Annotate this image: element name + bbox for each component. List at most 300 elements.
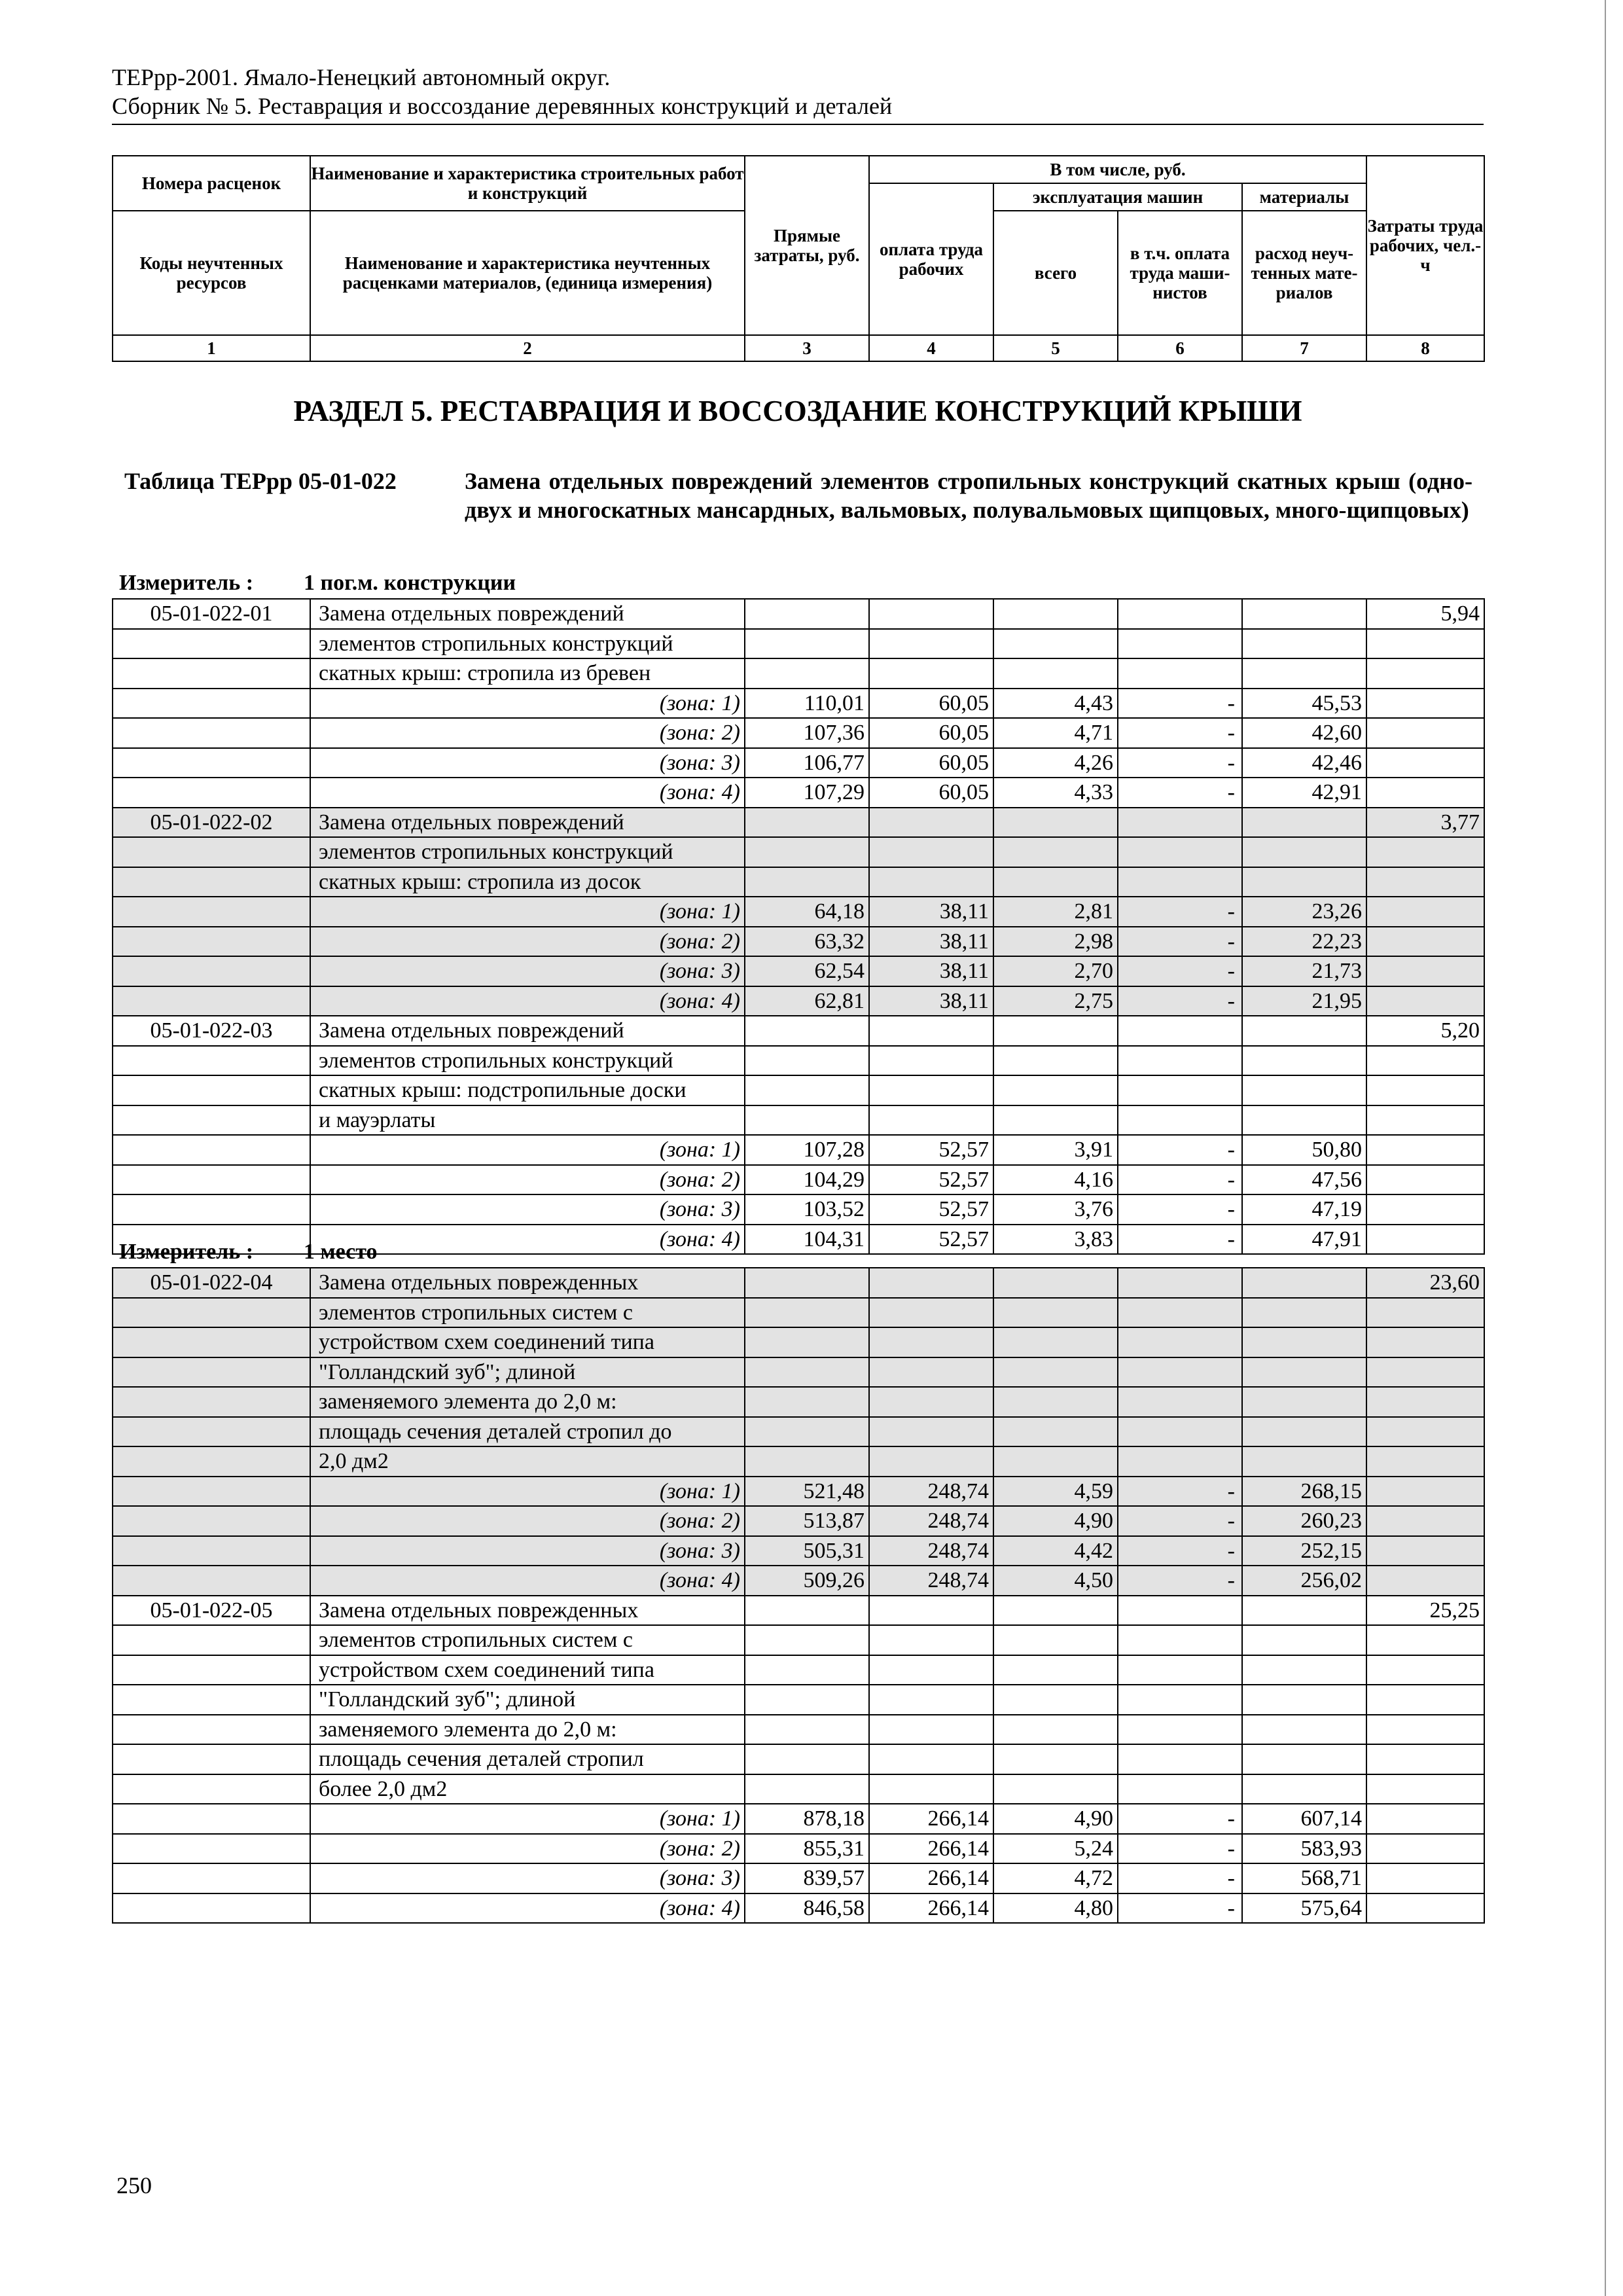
materials-cost: 42,60	[1242, 718, 1366, 748]
empty-cell	[1118, 1744, 1242, 1774]
table-title: Замена отдельных повреждений элементов стропильных конструкций скатных крыш (одно-двух и многоскатных мансардных, вальмовых, полувальмовых щипцовых, много-щипцовых)	[465, 468, 1472, 523]
empty-cell	[745, 1625, 869, 1655]
empty-cell	[1118, 1685, 1242, 1715]
rate-row	[113, 1298, 1484, 1328]
rate-description: элементов стропильных конструкций	[310, 629, 745, 659]
header-worker-pay: оплата труда рабочих	[869, 183, 993, 335]
materials-cost: 568,71	[1242, 1863, 1366, 1893]
labor-cost	[1366, 1863, 1484, 1893]
rate-code	[113, 689, 310, 719]
empty-cell	[1242, 1715, 1366, 1745]
rates-table-place	[112, 1267, 1485, 1924]
rate-code: 05-01-022-03	[113, 1016, 310, 1046]
materials-cost: 268,15	[1242, 1477, 1366, 1507]
empty-cell	[1118, 1655, 1242, 1685]
empty-cell	[1242, 1655, 1366, 1685]
column-number: 7	[1242, 335, 1366, 361]
empty-cell	[1242, 1744, 1366, 1774]
empty-cell	[869, 1357, 993, 1388]
empty-cell	[993, 1715, 1118, 1745]
rate-row	[113, 808, 1484, 838]
rate-row	[113, 1685, 1484, 1715]
empty-cell	[745, 837, 869, 867]
machinist-pay: -	[1118, 927, 1242, 957]
materials-cost: 42,46	[1242, 748, 1366, 778]
column-number: 5	[993, 335, 1118, 361]
machines-total: 4,59	[993, 1477, 1118, 1507]
meter-line	[119, 569, 516, 597]
direct-costs: 839,57	[745, 1863, 869, 1893]
empty-cell	[745, 808, 869, 838]
empty-cell	[1242, 1685, 1366, 1715]
zone-row	[113, 1165, 1484, 1195]
machinist-pay: -	[1118, 1506, 1242, 1536]
labor-cost	[1366, 1655, 1484, 1685]
empty-cell	[1242, 1046, 1366, 1076]
machinist-pay: -	[1118, 1566, 1242, 1596]
page-number: 250	[116, 2172, 152, 2198]
machinist-pay: -	[1118, 897, 1242, 927]
header-machines-total: всего	[993, 211, 1118, 335]
machines-total: 4,90	[993, 1506, 1118, 1536]
direct-costs: 505,31	[745, 1536, 869, 1566]
empty-cell	[745, 1744, 869, 1774]
empty-cell	[1242, 599, 1366, 629]
materials-cost: 575,64	[1242, 1893, 1366, 1924]
header-machine-operation: эксплуатация машин	[993, 183, 1242, 211]
meter-label: Измеритель :	[119, 1240, 254, 1264]
machines-total: 3,83	[993, 1225, 1118, 1255]
rate-row	[113, 1046, 1484, 1076]
direct-costs: 63,32	[745, 927, 869, 957]
empty-cell	[993, 1298, 1118, 1328]
rate-row	[113, 629, 1484, 659]
empty-cell	[869, 1625, 993, 1655]
rate-description: Замена отдельных повреждений	[310, 808, 745, 838]
zone-label: (зона: 3)	[310, 748, 745, 778]
labor-cost	[1366, 689, 1484, 719]
rate-row	[113, 1417, 1484, 1447]
worker-pay: 38,11	[869, 956, 993, 986]
worker-pay: 52,57	[869, 1225, 993, 1255]
worker-pay: 266,14	[869, 1893, 993, 1924]
rate-row	[113, 1596, 1484, 1626]
zone-row	[113, 1566, 1484, 1596]
rate-code	[113, 1655, 310, 1685]
empty-cell	[869, 1046, 993, 1076]
materials-cost: 21,73	[1242, 956, 1366, 986]
direct-costs: 846,58	[745, 1893, 869, 1924]
empty-cell	[869, 1744, 993, 1774]
empty-cell	[1242, 1417, 1366, 1447]
empty-cell	[745, 1075, 869, 1105]
rate-description: площадь сечения деталей стропил	[310, 1744, 745, 1774]
materials-cost: 50,80	[1242, 1135, 1366, 1165]
header-resource-codes: Коды неучтенных ресурсов	[113, 211, 310, 335]
empty-cell	[1242, 1387, 1366, 1417]
labor-cost	[1366, 867, 1484, 897]
rates-table-linear-meter	[112, 598, 1485, 1255]
labor-cost	[1366, 1625, 1484, 1655]
empty-cell	[1118, 1105, 1242, 1136]
machinist-pay: -	[1118, 1225, 1242, 1255]
empty-cell	[869, 1774, 993, 1804]
labor-cost	[1366, 1774, 1484, 1804]
header-including: В том числе, руб.	[869, 156, 1366, 183]
running-header-collection: Сборник № 5. Реставрация и воссоздание деревянных конструкций и деталей	[112, 93, 893, 119]
running-header-title: ТЕРрр-2001. Ямало-Ненецкий автономный округ.	[112, 64, 611, 90]
rate-code	[113, 1715, 310, 1745]
empty-cell	[1118, 1298, 1242, 1328]
empty-cell	[1118, 1357, 1242, 1388]
column-number: 6	[1118, 335, 1242, 361]
materials-cost: 583,93	[1242, 1834, 1366, 1864]
zone-row	[113, 1506, 1484, 1536]
worker-pay: 60,05	[869, 748, 993, 778]
direct-costs: 855,31	[745, 1834, 869, 1864]
empty-cell	[1242, 1774, 1366, 1804]
rate-code	[113, 1075, 310, 1105]
worker-pay: 248,74	[869, 1477, 993, 1507]
worker-pay: 38,11	[869, 927, 993, 957]
zone-row	[113, 1477, 1484, 1507]
empty-cell	[993, 867, 1118, 897]
empty-cell	[869, 1596, 993, 1626]
empty-cell	[993, 1046, 1118, 1076]
rate-description: и мауэрлаты	[310, 1105, 745, 1136]
empty-cell	[1242, 1298, 1366, 1328]
materials-cost: 260,23	[1242, 1506, 1366, 1536]
machines-total: 4,80	[993, 1893, 1118, 1924]
labor-cost	[1366, 1417, 1484, 1447]
empty-cell	[1118, 1075, 1242, 1105]
empty-cell	[993, 1446, 1118, 1477]
empty-cell	[993, 1685, 1118, 1715]
empty-cell	[1118, 1046, 1242, 1076]
rate-code	[113, 956, 310, 986]
labor-cost	[1366, 1893, 1484, 1924]
worker-pay: 60,05	[869, 778, 993, 808]
labor-cost	[1366, 1387, 1484, 1417]
empty-cell	[1242, 629, 1366, 659]
rate-code	[113, 1477, 310, 1507]
column-number: 1	[113, 335, 310, 361]
rate-code	[113, 1387, 310, 1417]
machines-total: 4,72	[993, 1863, 1118, 1893]
labor-cost	[1366, 1046, 1484, 1076]
rate-description: элементов стропильных конструкций	[310, 1046, 745, 1076]
machines-total: 4,90	[993, 1804, 1118, 1834]
materials-cost: 252,15	[1242, 1536, 1366, 1566]
rate-row	[113, 1268, 1484, 1298]
labor-cost: 3,77	[1366, 808, 1484, 838]
empty-cell	[745, 1298, 869, 1328]
empty-cell	[993, 629, 1118, 659]
rate-code	[113, 1194, 310, 1225]
zone-row	[113, 1834, 1484, 1864]
rate-row	[113, 1357, 1484, 1388]
empty-cell	[745, 1774, 869, 1804]
rate-description: скатных крыш: подстропильные доски	[310, 1075, 745, 1105]
rate-code	[113, 1105, 310, 1136]
direct-costs: 521,48	[745, 1477, 869, 1507]
machinist-pay: -	[1118, 1165, 1242, 1195]
rate-row	[113, 1016, 1484, 1046]
empty-cell	[993, 658, 1118, 689]
zone-label: (зона: 4)	[310, 986, 745, 1016]
zone-row	[113, 1536, 1484, 1566]
zone-row	[113, 1135, 1484, 1165]
labor-cost	[1366, 1194, 1484, 1225]
empty-cell	[1118, 1016, 1242, 1046]
zone-row	[113, 897, 1484, 927]
machines-total: 2,70	[993, 956, 1118, 986]
header-unaccounted-materials: Наименование и характеристика неучтенных расценками материалов, (единица измерения)	[310, 211, 745, 335]
empty-cell	[993, 1075, 1118, 1105]
labor-cost	[1366, 1075, 1484, 1105]
empty-cell	[745, 1387, 869, 1417]
empty-cell	[1242, 1268, 1366, 1298]
empty-cell	[745, 1268, 869, 1298]
labor-cost	[1366, 1225, 1484, 1255]
empty-cell	[745, 1596, 869, 1626]
zone-row	[113, 1194, 1484, 1225]
empty-cell	[869, 1387, 993, 1417]
rate-code: 05-01-022-02	[113, 808, 310, 838]
zone-label: (зона: 1)	[310, 1477, 745, 1507]
rate-code	[113, 1506, 310, 1536]
empty-cell	[745, 599, 869, 629]
rate-code	[113, 658, 310, 689]
labor-cost	[1366, 1165, 1484, 1195]
empty-cell	[745, 1655, 869, 1685]
direct-costs: 107,28	[745, 1135, 869, 1165]
machines-total: 4,26	[993, 748, 1118, 778]
machines-total: 4,42	[993, 1536, 1118, 1566]
rate-code	[113, 748, 310, 778]
empty-cell	[993, 599, 1118, 629]
machinist-pay: -	[1118, 1804, 1242, 1834]
rate-row	[113, 1105, 1484, 1136]
empty-cell	[1118, 1268, 1242, 1298]
empty-cell	[869, 837, 993, 867]
rate-row	[113, 1625, 1484, 1655]
rate-code	[113, 1834, 310, 1864]
labor-cost	[1366, 1298, 1484, 1328]
rate-row	[113, 599, 1484, 629]
machines-total: 2,98	[993, 927, 1118, 957]
labor-cost	[1366, 1804, 1484, 1834]
empty-cell	[1242, 1327, 1366, 1357]
meter-line	[119, 1238, 378, 1266]
column-number: 3	[745, 335, 869, 361]
rate-code: 05-01-022-05	[113, 1596, 310, 1626]
rate-description: Замена отдельных повреждений	[310, 1016, 745, 1046]
direct-costs: 878,18	[745, 1804, 869, 1834]
zone-label: (зона: 1)	[310, 897, 745, 927]
machines-total: 4,33	[993, 778, 1118, 808]
direct-costs: 107,36	[745, 718, 869, 748]
labor-cost	[1366, 1506, 1484, 1536]
empty-cell	[745, 1685, 869, 1715]
empty-cell	[993, 808, 1118, 838]
rate-row	[113, 658, 1484, 689]
labor-cost	[1366, 1135, 1484, 1165]
worker-pay: 60,05	[869, 689, 993, 719]
empty-cell	[869, 1075, 993, 1105]
empty-cell	[1242, 1357, 1366, 1388]
zone-row	[113, 778, 1484, 808]
empty-cell	[1118, 1446, 1242, 1477]
worker-pay: 266,14	[869, 1863, 993, 1893]
rate-code	[113, 927, 310, 957]
machinist-pay: -	[1118, 748, 1242, 778]
rate-description: Замена отдельных поврежденных	[310, 1596, 745, 1626]
zone-row	[113, 1863, 1484, 1893]
zone-row	[113, 927, 1484, 957]
materials-cost: 45,53	[1242, 689, 1366, 719]
empty-cell	[1242, 1075, 1366, 1105]
empty-cell	[1242, 658, 1366, 689]
zone-label: (зона: 4)	[310, 778, 745, 808]
empty-cell	[1242, 837, 1366, 867]
empty-cell	[745, 1016, 869, 1046]
meter-unit: 1 место	[304, 1240, 378, 1264]
machines-total: 4,16	[993, 1165, 1118, 1195]
materials-cost: 47,19	[1242, 1194, 1366, 1225]
direct-costs: 62,81	[745, 986, 869, 1016]
empty-cell	[993, 1387, 1118, 1417]
machinist-pay: -	[1118, 1135, 1242, 1165]
empty-cell	[745, 1715, 869, 1745]
zone-label: (зона: 2)	[310, 718, 745, 748]
zone-row	[113, 956, 1484, 986]
empty-cell	[1118, 808, 1242, 838]
labor-cost	[1366, 1477, 1484, 1507]
rate-row	[113, 1774, 1484, 1804]
table-code: Таблица ТЕРрр 05-01-022	[124, 468, 397, 494]
rate-row	[113, 837, 1484, 867]
labor-cost	[1366, 1566, 1484, 1596]
header-machinist-pay: в т.ч. оплата труда маши-нистов	[1118, 211, 1242, 335]
labor-cost: 23,60	[1366, 1268, 1484, 1298]
empty-cell	[1118, 629, 1242, 659]
rate-code	[113, 1446, 310, 1477]
empty-cell	[869, 1105, 993, 1136]
empty-cell	[993, 1625, 1118, 1655]
direct-costs: 104,29	[745, 1165, 869, 1195]
rate-code	[113, 629, 310, 659]
empty-cell	[1118, 599, 1242, 629]
rate-code	[113, 1135, 310, 1165]
header-direct-costs: Прямые затраты, руб.	[745, 156, 869, 335]
labor-cost	[1366, 718, 1484, 748]
rate-code: 05-01-022-01	[113, 599, 310, 629]
direct-costs: 509,26	[745, 1566, 869, 1596]
column-number: 8	[1366, 335, 1484, 361]
direct-costs: 104,31	[745, 1225, 869, 1255]
rate-row	[113, 1715, 1484, 1745]
rate-code	[113, 778, 310, 808]
empty-cell	[1242, 1625, 1366, 1655]
zone-label: (зона: 4)	[310, 1893, 745, 1924]
machines-total: 4,43	[993, 689, 1118, 719]
machinist-pay: -	[1118, 1863, 1242, 1893]
rate-code	[113, 1804, 310, 1834]
labor-cost	[1366, 986, 1484, 1016]
zone-row	[113, 718, 1484, 748]
rate-code	[113, 837, 310, 867]
machinist-pay: -	[1118, 718, 1242, 748]
labor-cost	[1366, 837, 1484, 867]
machinist-pay: -	[1118, 778, 1242, 808]
materials-cost: 22,23	[1242, 927, 1366, 957]
empty-cell	[745, 629, 869, 659]
labor-cost	[1366, 629, 1484, 659]
labor-cost: 5,20	[1366, 1016, 1484, 1046]
rate-code: 05-01-022-04	[113, 1268, 310, 1298]
rate-code	[113, 1417, 310, 1447]
empty-cell	[1118, 1596, 1242, 1626]
empty-cell	[869, 599, 993, 629]
worker-pay: 52,57	[869, 1165, 993, 1195]
rate-code	[113, 718, 310, 748]
rate-code	[113, 1863, 310, 1893]
machines-total: 5,24	[993, 1834, 1118, 1864]
empty-cell	[869, 1016, 993, 1046]
rate-code	[113, 1893, 310, 1924]
rate-description: Замена отдельных повреждений	[310, 599, 745, 629]
empty-cell	[745, 867, 869, 897]
rate-description: элементов стропильных конструкций	[310, 837, 745, 867]
direct-costs: 107,29	[745, 778, 869, 808]
empty-cell	[869, 867, 993, 897]
labor-cost	[1366, 927, 1484, 957]
empty-cell	[745, 658, 869, 689]
empty-cell	[1118, 837, 1242, 867]
column-number: 4	[869, 335, 993, 361]
rate-code	[113, 897, 310, 927]
empty-cell	[869, 629, 993, 659]
rate-row	[113, 1446, 1484, 1477]
zone-row	[113, 748, 1484, 778]
header-rate-numbers: Номера расценок	[113, 156, 310, 211]
empty-cell	[1118, 1327, 1242, 1357]
rate-description: скатных крыш: стропила из досок	[310, 867, 745, 897]
worker-pay: 52,57	[869, 1135, 993, 1165]
rate-code	[113, 1774, 310, 1804]
empty-cell	[1118, 658, 1242, 689]
machines-total: 2,75	[993, 986, 1118, 1016]
rate-code	[113, 1165, 310, 1195]
zone-label: (зона: 3)	[310, 1194, 745, 1225]
rate-code	[113, 1327, 310, 1357]
labor-cost	[1366, 1446, 1484, 1477]
machines-total: 4,71	[993, 718, 1118, 748]
zone-label: (зона: 3)	[310, 1536, 745, 1566]
empty-cell	[869, 1327, 993, 1357]
empty-cell	[993, 1744, 1118, 1774]
header-unaccounted-consumption: расход неуч-тенных мате-риалов	[1242, 211, 1366, 335]
zone-label: (зона: 2)	[310, 1834, 745, 1864]
zone-label: (зона: 3)	[310, 956, 745, 986]
empty-cell	[1118, 1715, 1242, 1745]
labor-cost	[1366, 1834, 1484, 1864]
rate-row	[113, 1655, 1484, 1685]
empty-cell	[869, 1298, 993, 1328]
meter-label: Измеритель :	[119, 571, 254, 595]
rate-row	[113, 1744, 1484, 1774]
